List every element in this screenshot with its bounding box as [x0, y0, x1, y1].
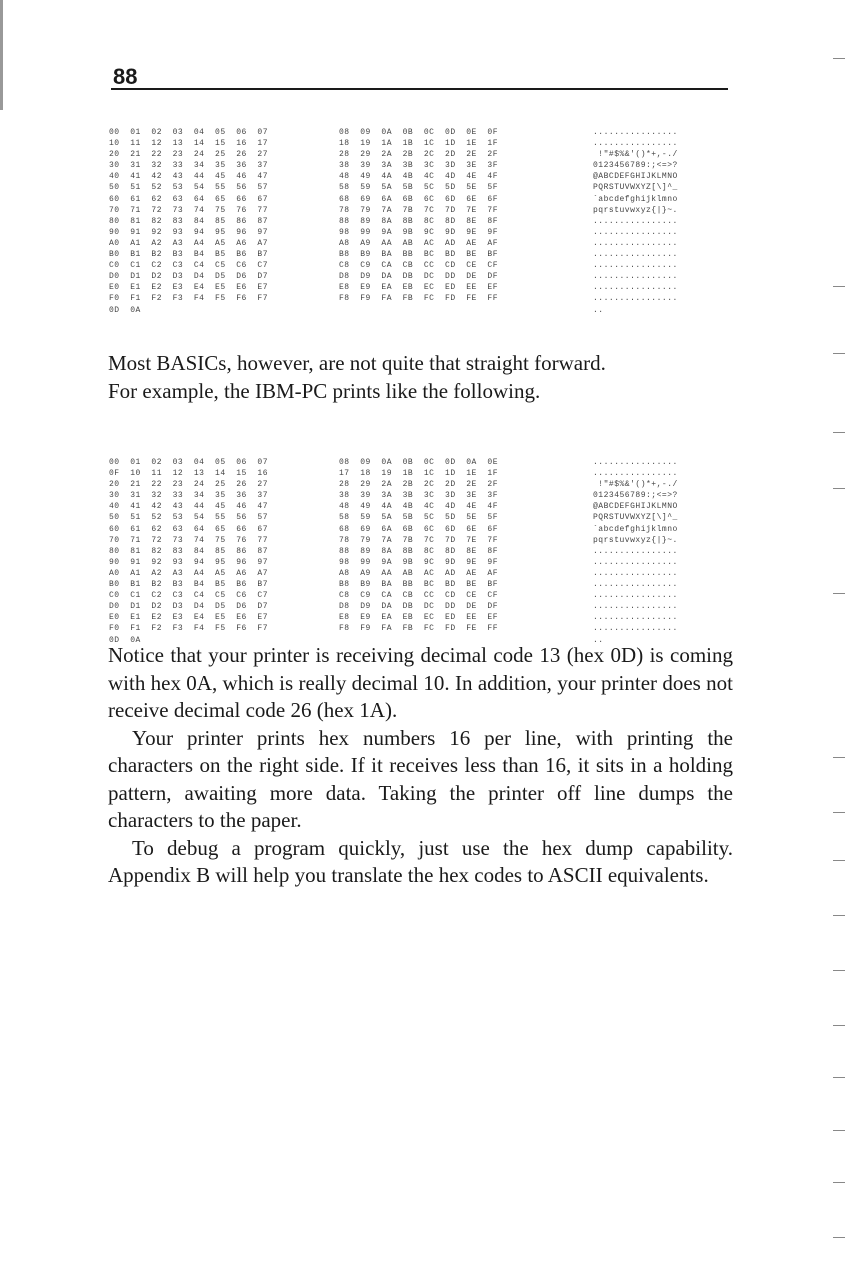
dump-hex-left: 10 11 12 13 14 15 16 17	[109, 139, 269, 149]
dump-hex-right: 88 89 8A 8B 8C 8D 8E 8F	[339, 546, 499, 556]
dump-ascii: 0123456789:;<=>?	[593, 491, 678, 501]
dump-hex-left: 60 61 62 63 64 65 66 67	[109, 194, 269, 204]
dump-hex-right: 28 29 2A 2B 2C 2D 2E 2F	[339, 480, 499, 490]
dump-hex-left: 40 41 42 43 44 45 46 47	[109, 502, 269, 512]
margin-tick	[833, 1077, 845, 1078]
dump-hex-left: 30 31 32 33 34 35 36 37	[109, 161, 269, 171]
dump-ascii: ................	[593, 613, 678, 623]
dump-ascii: ..	[593, 305, 604, 315]
dump-hex-left: 20 21 22 23 24 25 26 27	[109, 480, 269, 490]
dump-hex-right: E8 E9 EA EB EC ED EE EF	[339, 613, 499, 623]
intro-text	[108, 350, 733, 405]
dump-hex-right: B8 B9 BA BB BC BD BE BF	[339, 580, 499, 590]
margin-tick	[833, 860, 845, 861]
dump-ascii: pqrstuvwxyz{|}~.	[593, 535, 678, 545]
dump-hex-right: 98 99 9A 9B 9C 9D 9E 9F	[339, 227, 499, 237]
dump-ascii: ................	[593, 602, 678, 612]
dump-ascii: ................	[593, 580, 678, 590]
dump-hex-right: 58 59 5A 5B 5C 5D 5E 5F	[339, 513, 499, 523]
dump-hex-left: E0 E1 E2 E3 E4 E5 E6 E7	[109, 613, 269, 623]
dump-ascii: ................	[593, 261, 678, 271]
dump-hex-right: 68 69 6A 6B 6C 6D 6E 6F	[339, 524, 499, 534]
dump-ascii: ................	[593, 591, 678, 601]
paragraph: To debug a program quickly, just use the hex dump capability. Appendix B will help you translate the hex codes to ASCII equivalents.	[108, 835, 733, 887]
dump-ascii: !"#$%&'()*+,-./	[593, 150, 678, 160]
dump-ascii: ................	[593, 624, 678, 634]
margin-tick	[833, 353, 845, 354]
margin-tick	[833, 58, 845, 59]
dump-hex-right: 48 49 4A 4B 4C 4D 4E 4F	[339, 172, 499, 182]
body-text	[108, 642, 733, 890]
dump-hex-left: F0 F1 F2 F3 F4 F5 F6 F7	[109, 294, 269, 304]
dump-hex-right: A8 A9 AA AB AC AD AE AF	[339, 568, 499, 578]
dump-hex-right: 28 29 2A 2B 2C 2D 2E 2F	[339, 150, 499, 160]
dump-ascii: ................	[593, 294, 678, 304]
margin-tick	[833, 488, 845, 489]
dump-ascii: ................	[593, 128, 678, 137]
dump-hex-right: 38 39 3A 3B 3C 3D 3E 3F	[339, 491, 499, 501]
dump-ascii: ................	[593, 568, 678, 578]
dump-hex-left: A0 A1 A2 A3 A4 A5 A6 A7	[109, 568, 269, 578]
dump-ascii: `abcdefghijklmno	[593, 524, 678, 534]
dump-hex-right: E8 E9 EA EB EC ED EE EF	[339, 283, 499, 293]
margin-tick	[833, 970, 845, 971]
dump-hex-left: 80 81 82 83 84 85 86 87	[109, 546, 269, 556]
dump-hex-left: C0 C1 C2 C3 C4 C5 C6 C7	[109, 261, 269, 271]
dump-ascii: pqrstuvwxyz{|}~.	[593, 205, 678, 215]
dump-hex-left: 90 91 92 93 94 95 96 97	[109, 227, 269, 237]
dump-hex-right: 68 69 6A 6B 6C 6D 6E 6F	[339, 194, 499, 204]
margin-tick	[833, 1130, 845, 1131]
dump-hex-right: 08 09 0A 0B 0C 0D 0A 0E	[339, 458, 499, 467]
dump-hex-left: 70 71 72 73 74 75 76 77	[109, 535, 269, 545]
dump-hex-left: 0F 10 11 12 13 14 15 16	[109, 469, 269, 479]
dump-hex-right: 78 79 7A 7B 7C 7D 7E 7F	[339, 535, 499, 545]
dump-hex-right: B8 B9 BA BB BC BD BE BF	[339, 250, 499, 260]
dump-ascii: ................	[593, 238, 678, 248]
dump-hex-left: 00 01 02 03 04 05 06 07	[109, 128, 269, 137]
text-line: For example, the IBM-PC prints like the following.	[108, 378, 541, 403]
dump-hex-right: C8 C9 CA CB CC CD CE CF	[339, 591, 499, 601]
dump-ascii: !"#$%&'()*+,-./	[593, 480, 678, 490]
dump-hex-left: 80 81 82 83 84 85 86 87	[109, 216, 269, 226]
dump-ascii: ..	[593, 635, 604, 645]
dump-hex-left: 90 91 92 93 94 95 96 97	[109, 557, 269, 567]
dump-ascii: @ABCDEFGHIJKLMNO	[593, 172, 678, 182]
margin-tick	[833, 1025, 845, 1026]
dump-ascii: @ABCDEFGHIJKLMNO	[593, 502, 678, 512]
page-number: 88	[113, 64, 138, 89]
dump-ascii: ................	[593, 139, 678, 149]
dump-ascii: ................	[593, 283, 678, 293]
dump-hex-right: 17 18 19 1B 1C 1D 1E 1F	[339, 469, 499, 479]
scan-edge-left	[0, 0, 3, 110]
dump-ascii: ................	[593, 216, 678, 226]
dump-hex-right: F8 F9 FA FB FC FD FE FF	[339, 294, 499, 304]
dump-hex-left: C0 C1 C2 C3 C4 C5 C6 C7	[109, 591, 269, 601]
dump-hex-left: D0 D1 D2 D3 D4 D5 D6 D7	[109, 602, 269, 612]
dump-hex-right: A8 A9 AA AB AC AD AE AF	[339, 238, 499, 248]
dump-hex-right: 08 09 0A 0B 0C 0D 0E 0F	[339, 128, 499, 137]
dump-ascii: ................	[593, 469, 678, 479]
dump-hex-left: B0 B1 B2 B3 B4 B5 B6 B7	[109, 250, 269, 260]
dump-hex-left: 50 51 52 53 54 55 56 57	[109, 513, 269, 523]
dump-ascii: ................	[593, 227, 678, 237]
dump-ascii: ................	[593, 546, 678, 556]
dump-hex-left: E0 E1 E2 E3 E4 E5 E6 E7	[109, 283, 269, 293]
margin-tick	[833, 812, 845, 813]
dump-hex-right: 58 59 5A 5B 5C 5D 5E 5F	[339, 183, 499, 193]
dump-ascii: `abcdefghijklmno	[593, 194, 678, 204]
dump-hex-right: D8 D9 DA DB DC DD DE DF	[339, 272, 499, 282]
dump-hex-left: 30 31 32 33 34 35 36 37	[109, 491, 269, 501]
margin-tick	[833, 757, 845, 758]
dump-hex-right: 98 99 9A 9B 9C 9D 9E 9F	[339, 557, 499, 567]
dump-hex-left: 60 61 62 63 64 65 66 67	[109, 524, 269, 534]
dump-ascii: PQRSTUVWXYZ[\]^_	[593, 183, 678, 193]
dump-hex-left: 20 21 22 23 24 25 26 27	[109, 150, 269, 160]
dump-hex-right: 78 79 7A 7B 7C 7D 7E 7F	[339, 205, 499, 215]
dump-hex-left: 50 51 52 53 54 55 56 57	[109, 183, 269, 193]
margin-tick	[833, 432, 845, 433]
margin-tick	[833, 915, 845, 916]
dump-hex-right: 88 89 8A 8B 8C 8D 8E 8F	[339, 216, 499, 226]
dump-ascii: 0123456789:;<=>?	[593, 161, 678, 171]
margin-tick	[833, 286, 845, 287]
dump-hex-left: 70 71 72 73 74 75 76 77	[109, 205, 269, 215]
dump-ascii: ................	[593, 557, 678, 567]
dump-hex-right: F8 F9 FA FB FC FD FE FF	[339, 624, 499, 634]
dump-hex-left: D0 D1 D2 D3 D4 D5 D6 D7	[109, 272, 269, 282]
paragraph: Your printer prints hex numbers 16 per line, with printing the characters on the right side. If it receives less than 16, it sits in a holding pattern, awaiting more data. Taking the printer off line dumps the characters to the paper.	[108, 725, 733, 832]
dump-hex-right: D8 D9 DA DB DC DD DE DF	[339, 602, 499, 612]
dump-hex-left: 0D 0A	[109, 305, 141, 315]
margin-tick	[833, 1237, 845, 1238]
dump-hex-left: A0 A1 A2 A3 A4 A5 A6 A7	[109, 238, 269, 248]
margin-tick	[833, 1182, 845, 1183]
dump-hex-left: F0 F1 F2 F3 F4 F5 F6 F7	[109, 624, 269, 634]
dump-hex-right: 38 39 3A 3B 3C 3D 3E 3F	[339, 161, 499, 171]
dump-ascii: PQRSTUVWXYZ[\]^_	[593, 513, 678, 523]
dump-ascii: ................	[593, 250, 678, 260]
dump-hex-right: 18 19 1A 1B 1C 1D 1E 1F	[339, 139, 499, 149]
text-line: Most BASICs, however, are not quite that straight forward.	[108, 351, 606, 375]
margin-tick	[833, 593, 845, 594]
dump-hex-left: B0 B1 B2 B3 B4 B5 B6 B7	[109, 580, 269, 590]
dump-hex-left: 00 01 02 03 04 05 06 07	[109, 458, 269, 467]
dump-ascii: ................	[593, 458, 678, 467]
dump-hex-left: 40 41 42 43 44 45 46 47	[109, 172, 269, 182]
dump-ascii: ................	[593, 272, 678, 282]
header-rule	[111, 88, 728, 90]
dump-hex-left: 0D 0A	[109, 635, 141, 645]
paragraph: Notice that your printer is receiving decimal code 13 (hex 0D) is coming with hex 0A, which is really decimal 10. In addition, your printer does not receive decimal code 26 (hex 1A).	[108, 643, 733, 722]
dump-hex-right: 48 49 4A 4B 4C 4D 4E 4F	[339, 502, 499, 512]
dump-hex-right: C8 C9 CA CB CC CD CE CF	[339, 261, 499, 271]
